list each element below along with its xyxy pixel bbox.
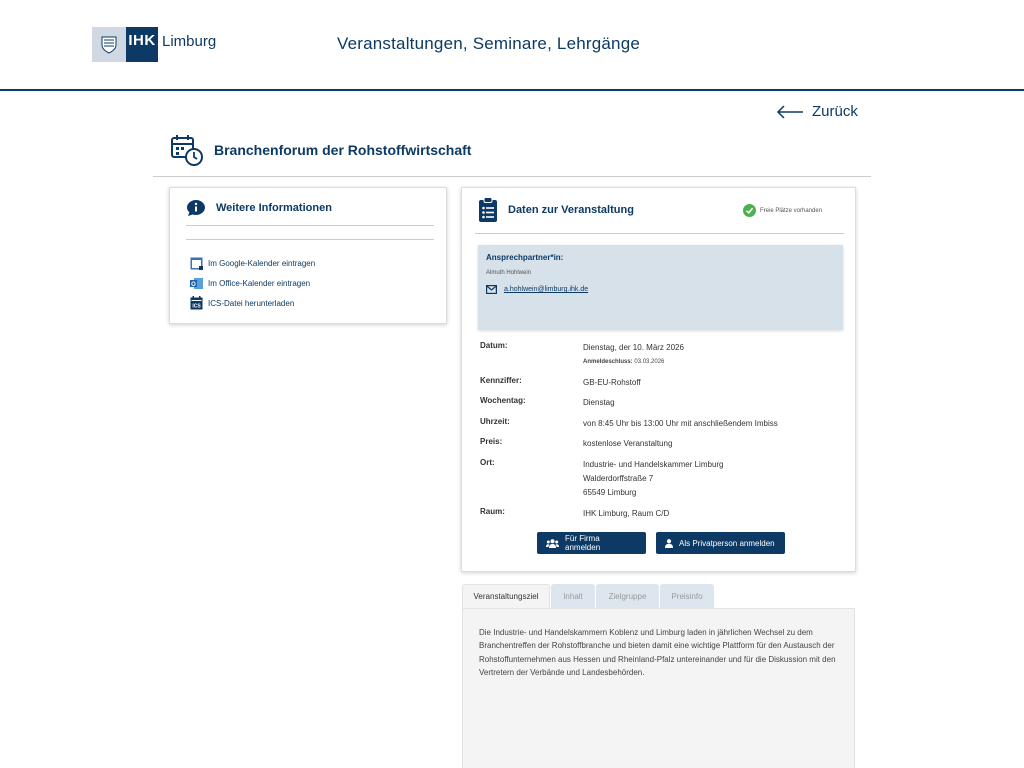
users-icon <box>546 539 559 548</box>
detail-key: Preis: <box>480 437 503 446</box>
event-details-title: Daten zur Veranstaltung <box>508 204 634 216</box>
register-private-button[interactable] <box>656 532 785 554</box>
page-title-block <box>170 133 471 167</box>
tab-inhalt[interactable]: Inhalt <box>551 584 595 608</box>
tab-content-text: Die Industrie- und Handelskammern Koblenz und Limburg laden in jährlichen Wechsel zu dem Branchentreffen der Rohstoffbranche und bieten damit eine wichtige Plattform für den Austausch der Rohstoffunternehmen aus Hessen und Rheinland-Pfalz untereinander und für die Diskussion mit den Vertretern der Verbände und Landesbehörden. <box>479 628 836 678</box>
info-icon <box>186 199 206 217</box>
registration-buttons <box>537 532 795 554</box>
status-text: Freie Plätze vorhanden <box>760 207 823 214</box>
event-details-panel <box>461 187 856 572</box>
detail-value: kostenlose Veranstaltung <box>583 439 673 448</box>
tab-bar <box>462 584 715 608</box>
contact-name: Almuth Hohlwein <box>486 270 532 276</box>
address-line: 65549 Limburg <box>583 488 637 497</box>
detail-key: Kennziffer: <box>480 376 522 385</box>
detail-value: von 8:45 Uhr bis 13:00 Uhr mit anschließendem Imbiss <box>583 419 778 428</box>
address-line: Industrie- und Handelskammer Limburg <box>583 460 724 469</box>
deadline-value: 03.03.2026 <box>634 359 665 365</box>
back-label: Zurück <box>812 103 858 120</box>
detail-key: Wochentag: <box>480 396 526 405</box>
ics-download-link[interactable] <box>189 293 315 313</box>
info-panel <box>169 187 447 324</box>
tab-preisinfo[interactable]: Preisinfo <box>660 584 714 608</box>
outlook-calendar-icon <box>189 276 203 290</box>
ics-file-icon <box>189 296 203 310</box>
logo-city-text: Limburg <box>162 33 217 50</box>
divider <box>475 233 844 234</box>
calendar-clock-icon <box>170 133 204 167</box>
calendar-links <box>189 253 315 313</box>
date-value: Dienstag, der 10. März 2026 <box>583 343 684 352</box>
header-title: Veranstaltungen, Seminare, Lehrgänge <box>337 34 641 53</box>
google-calendar-icon <box>189 256 203 270</box>
detail-key: Datum: <box>480 341 508 350</box>
contact-email-link[interactable] <box>486 285 588 294</box>
divider <box>186 225 434 226</box>
svg-text:ICS: ICS <box>191 303 201 310</box>
divider <box>153 176 871 177</box>
ihk-limburg-logo[interactable] <box>92 27 216 62</box>
address-line: Walderdorffstraße 7 <box>583 474 654 483</box>
ics-download-label: ICS-Datei herunterladen <box>208 298 295 308</box>
page-title: Branchenforum der Rohstoffwirtschaft <box>214 142 472 158</box>
google-calendar-link[interactable] <box>189 253 315 273</box>
site-header <box>0 0 1024 91</box>
envelope-icon <box>486 285 497 294</box>
contact-email: a.hohlwein@limburg.ihk.de <box>504 286 589 293</box>
detail-value: Dienstag <box>583 398 615 407</box>
tab-zielgruppe[interactable]: Zielgruppe <box>596 584 659 608</box>
office-calendar-link[interactable] <box>189 273 315 293</box>
svg-text:O: O <box>190 281 196 288</box>
detail-value <box>583 458 724 500</box>
detail-value: IHK Limburg, Raum C/D <box>583 509 670 518</box>
register-private-label: Als Privatperson anmelden <box>679 538 775 548</box>
register-company-label: Für Firma anmelden <box>565 534 601 552</box>
tab-veranstaltungsziel[interactable]: Veranstaltungsziel <box>462 584 550 608</box>
logo-ihk-text: IHK <box>126 27 158 62</box>
back-link[interactable] <box>776 103 858 120</box>
info-panel-title: Weitere Informationen <box>216 202 332 214</box>
google-calendar-label: Im Google-Kalender eintragen <box>208 258 316 268</box>
clipboard-list-icon <box>478 197 498 223</box>
detail-value: GB-EU-Rohstoff <box>583 378 641 387</box>
arrow-left-icon <box>776 105 804 119</box>
event-details-header <box>478 197 634 223</box>
divider <box>186 239 434 240</box>
user-icon <box>665 539 673 548</box>
detail-key: Raum: <box>480 507 505 516</box>
detail-key: Ort: <box>480 458 495 467</box>
registration-deadline <box>583 355 684 369</box>
register-company-button[interactable] <box>537 532 646 554</box>
detail-key: Uhrzeit: <box>480 417 510 426</box>
office-calendar-label: Im Office-Kalender eintragen <box>208 278 311 288</box>
deadline-label: Anmeldeschluss: <box>583 359 633 365</box>
contact-label: Ansprechpartner*in: <box>486 253 564 262</box>
check-circle-icon <box>743 204 756 217</box>
tab-panel <box>462 608 855 768</box>
detail-value <box>583 341 684 369</box>
crest-icon <box>92 27 126 62</box>
contact-box <box>478 245 843 330</box>
status-badge <box>743 204 822 217</box>
info-panel-header <box>186 199 332 217</box>
